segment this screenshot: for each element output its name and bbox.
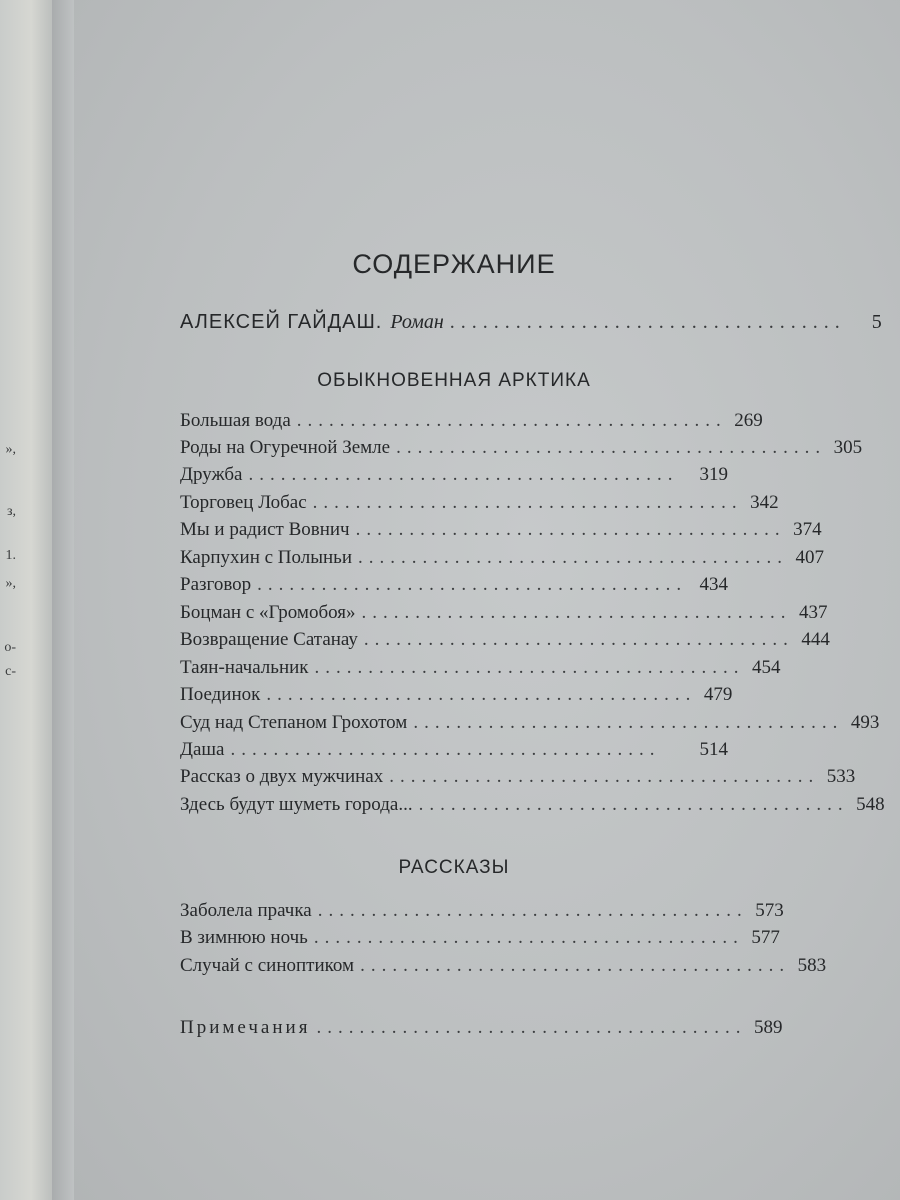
toc-entry bbox=[180, 898, 784, 924]
toc-entry bbox=[180, 600, 828, 626]
entry-title: Роды на Огуречной Земле bbox=[180, 437, 391, 458]
entry-title: Таян-начальник bbox=[180, 657, 309, 678]
page-number: 548 bbox=[856, 794, 885, 815]
entry-title: Случай с синоптиком bbox=[180, 955, 355, 976]
page-number: 573 bbox=[755, 900, 784, 921]
toc-entry-notes bbox=[180, 1015, 783, 1041]
book-gutter bbox=[52, 0, 74, 1200]
toc-entry bbox=[180, 953, 827, 979]
entry-title: Здесь будут шуметь города... bbox=[180, 794, 413, 815]
leader-dots: ........................................ bbox=[363, 629, 794, 650]
leader-dots: ........................................ bbox=[396, 437, 827, 458]
leader-dots: ........................................ bbox=[230, 739, 661, 760]
page-number: 444 bbox=[801, 629, 830, 650]
section-heading-arktika: ОБЫКНОВЕННАЯ АРКТИКА bbox=[317, 370, 591, 391]
entry-title: Примечания bbox=[180, 1017, 311, 1038]
leader-dots: ........................................ bbox=[355, 519, 786, 540]
leader-dots: ........................................ bbox=[313, 927, 744, 948]
leader-dots: ........................................ bbox=[266, 684, 697, 705]
left-page-edge bbox=[0, 0, 53, 1200]
page-number: 305 bbox=[833, 437, 863, 458]
toc-entry bbox=[180, 490, 779, 516]
toc-entry bbox=[180, 517, 822, 543]
left-page-fragment: з, bbox=[6, 504, 16, 519]
toc-entry bbox=[180, 925, 780, 951]
toc-entry bbox=[180, 572, 728, 598]
toc-entry bbox=[180, 435, 863, 461]
entry-title: Дружба bbox=[180, 464, 243, 485]
toc-entry bbox=[180, 627, 830, 653]
left-page-fragment: с- bbox=[5, 664, 16, 679]
novel-title: АЛЕКСЕЙ ГАЙДАШ. bbox=[180, 311, 383, 333]
toc-entry bbox=[180, 682, 733, 708]
page-number: 374 bbox=[793, 519, 822, 540]
leader-dots: ........................................ bbox=[316, 1017, 747, 1038]
leader-dots: ........................................ bbox=[314, 657, 745, 678]
entry-title: Поединок bbox=[180, 684, 261, 705]
leader-dots: ........................................ bbox=[361, 602, 792, 623]
page-number: 269 bbox=[734, 410, 763, 431]
entry-title: Заболела прачка bbox=[180, 900, 312, 921]
page-number: 514 bbox=[699, 739, 728, 760]
toc-entry bbox=[180, 655, 781, 681]
leader-dots: ........................................ bbox=[317, 900, 748, 921]
entry-title: Суд над Степаном Грохотом bbox=[180, 712, 408, 733]
toc-entry bbox=[180, 545, 825, 571]
entry-title: Даша bbox=[180, 739, 225, 760]
entry-title: Большая вода bbox=[180, 410, 291, 431]
page-number: 589 bbox=[753, 1017, 783, 1038]
left-page-fragment: 1. bbox=[5, 548, 16, 563]
page-number: 577 bbox=[751, 927, 780, 948]
entry-title: Боцман с «Громобоя» bbox=[180, 602, 356, 623]
entry-title: Разговор bbox=[180, 574, 252, 595]
page-number: 407 bbox=[795, 547, 825, 568]
leader-dots: ........................................ bbox=[360, 955, 791, 976]
page-number: 583 bbox=[797, 955, 827, 976]
leader-dots: ........................................ bbox=[413, 712, 844, 733]
leader-dots: .................................... bbox=[449, 311, 846, 333]
page-number: 533 bbox=[826, 766, 856, 787]
page-title: СОДЕРЖАНИЕ bbox=[352, 249, 556, 279]
left-page-fragment: о- bbox=[4, 640, 16, 655]
toc-entry bbox=[180, 408, 763, 434]
left-page-fragment: », bbox=[5, 442, 16, 457]
toc-entry bbox=[180, 462, 728, 488]
toc-entry bbox=[180, 764, 856, 790]
leader-dots: ........................................ bbox=[257, 574, 688, 595]
entry-title: Возвращение Сатанау bbox=[180, 629, 358, 650]
novel-genre: Роман bbox=[390, 311, 444, 333]
toc-entry bbox=[180, 737, 728, 763]
section-heading-rasskazy: РАССКАЗЫ bbox=[398, 857, 510, 878]
page-number: 479 bbox=[703, 684, 733, 705]
leader-dots: ........................................ bbox=[389, 766, 820, 787]
entry-title: Торговец Лобас bbox=[180, 492, 307, 513]
page-number: 319 bbox=[699, 464, 728, 485]
toc-entry-novel bbox=[180, 309, 882, 335]
leader-dots: ........................................ bbox=[312, 492, 743, 513]
page-number: 493 bbox=[850, 712, 880, 733]
leader-dots: ........................................ bbox=[418, 794, 849, 815]
leader-dots: ........................................ bbox=[248, 464, 679, 485]
page-number: 434 bbox=[699, 574, 728, 595]
leader-dots: ........................................ bbox=[296, 410, 727, 431]
entry-title: Карпухин с Полыньи bbox=[180, 547, 353, 568]
left-page-fragment: », bbox=[5, 576, 16, 591]
toc-entry bbox=[180, 792, 885, 818]
leader-dots: ........................................ bbox=[358, 547, 789, 568]
page-number: 437 bbox=[799, 602, 828, 623]
page-number: 342 bbox=[750, 492, 779, 513]
page-number: 454 bbox=[752, 657, 781, 678]
page-number: 5 bbox=[871, 311, 882, 333]
entry-title: В зимнюю ночь bbox=[180, 927, 308, 948]
entry-title: Рассказ о двух мужчинах bbox=[180, 766, 384, 787]
toc-entry bbox=[180, 710, 880, 736]
entry-title: Мы и радист Вовнич bbox=[180, 519, 350, 540]
